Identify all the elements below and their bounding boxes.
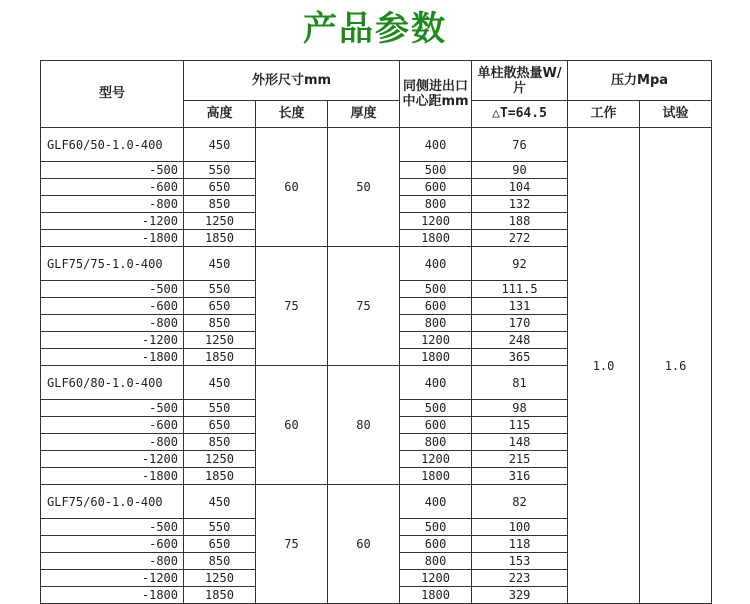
model-cell: -1800: [41, 587, 184, 604]
heat-output-cell: 115: [472, 417, 568, 434]
model-cell: -600: [41, 417, 184, 434]
table-row: [41, 128, 712, 162]
model-cell: GLF75/60-1.0-400: [41, 485, 184, 519]
height-cell: 1250: [184, 213, 256, 230]
center-distance-cell: 400: [400, 485, 472, 519]
header-working: 工作: [568, 101, 640, 128]
height-cell: 1250: [184, 332, 256, 349]
heat-output-cell: 131: [472, 298, 568, 315]
heat-output-cell: 248: [472, 332, 568, 349]
heat-output-cell: 100: [472, 519, 568, 536]
height-cell: 450: [184, 128, 256, 162]
model-cell: -1800: [41, 230, 184, 247]
model-cell: -800: [41, 434, 184, 451]
header-test: 试验: [640, 101, 712, 128]
heat-output-cell: 92: [472, 247, 568, 281]
heat-output-cell: 82: [472, 485, 568, 519]
header-length: 长度: [256, 101, 328, 128]
center-distance-cell: 400: [400, 128, 472, 162]
heat-output-cell: 215: [472, 451, 568, 468]
product-spec-table: [40, 60, 712, 604]
height-cell: 550: [184, 519, 256, 536]
center-distance-cell: 1200: [400, 451, 472, 468]
center-distance-cell: 1200: [400, 213, 472, 230]
height-cell: 650: [184, 536, 256, 553]
heat-output-cell: 329: [472, 587, 568, 604]
model-cell: -1200: [41, 213, 184, 230]
center-distance-cell: 800: [400, 315, 472, 332]
center-distance-cell: 500: [400, 281, 472, 298]
thickness-cell: 75: [328, 247, 400, 366]
model-cell: GLF75/75-1.0-400: [41, 247, 184, 281]
page-title: 产品参数: [303, 9, 447, 49]
heat-output-cell: 132: [472, 196, 568, 213]
center-distance-cell: 600: [400, 536, 472, 553]
height-cell: 550: [184, 162, 256, 179]
height-cell: 1850: [184, 587, 256, 604]
model-cell: -500: [41, 400, 184, 417]
heat-output-cell: 170: [472, 315, 568, 332]
center-distance-cell: 1200: [400, 570, 472, 587]
height-cell: 850: [184, 196, 256, 213]
model-cell: -500: [41, 519, 184, 536]
model-cell: -800: [41, 315, 184, 332]
model-cell: GLF60/80-1.0-400: [41, 366, 184, 400]
center-distance-cell: 1800: [400, 349, 472, 366]
center-distance-cell: 1200: [400, 332, 472, 349]
height-cell: 650: [184, 179, 256, 196]
height-cell: 850: [184, 553, 256, 570]
height-cell: 1850: [184, 230, 256, 247]
heat-output-cell: 365: [472, 349, 568, 366]
header-center-distance: 同侧进出口中心距mm: [400, 61, 472, 128]
height-cell: 1850: [184, 468, 256, 485]
model-cell: -600: [41, 179, 184, 196]
height-cell: 850: [184, 315, 256, 332]
heat-output-cell: 223: [472, 570, 568, 587]
model-cell: -600: [41, 536, 184, 553]
length-cell: 75: [256, 485, 328, 604]
model-cell: -1800: [41, 349, 184, 366]
heat-output-cell: 98: [472, 400, 568, 417]
model-cell: -1800: [41, 468, 184, 485]
model-cell: -500: [41, 281, 184, 298]
center-distance-cell: 600: [400, 179, 472, 196]
height-cell: 550: [184, 400, 256, 417]
working-pressure-cell: 1.0: [568, 128, 640, 604]
model-cell: -500: [41, 162, 184, 179]
center-distance-cell: 1800: [400, 468, 472, 485]
center-distance-cell: 1800: [400, 230, 472, 247]
heat-output-cell: 272: [472, 230, 568, 247]
heat-output-cell: 153: [472, 553, 568, 570]
thickness-cell: 60: [328, 485, 400, 604]
table-body: [41, 128, 712, 604]
header-height: 高度: [184, 101, 256, 128]
center-distance-cell: 400: [400, 247, 472, 281]
height-cell: 1850: [184, 349, 256, 366]
heat-output-cell: 90: [472, 162, 568, 179]
center-distance-cell: 500: [400, 162, 472, 179]
height-cell: 650: [184, 417, 256, 434]
header-thickness: 厚度: [328, 101, 400, 128]
model-cell: -1200: [41, 570, 184, 587]
model-cell: -1200: [41, 451, 184, 468]
header-model: 型号: [41, 61, 184, 128]
center-distance-cell: 1800: [400, 587, 472, 604]
center-distance-cell: 600: [400, 417, 472, 434]
height-cell: 450: [184, 366, 256, 400]
thickness-cell: 80: [328, 366, 400, 485]
heat-output-cell: 188: [472, 213, 568, 230]
model-cell: -800: [41, 553, 184, 570]
heat-output-cell: 76: [472, 128, 568, 162]
heat-output-cell: 111.5: [472, 281, 568, 298]
model-cell: -600: [41, 298, 184, 315]
header-pressure: 压力Mpa: [568, 61, 712, 101]
height-cell: 550: [184, 281, 256, 298]
length-cell: 75: [256, 247, 328, 366]
height-cell: 650: [184, 298, 256, 315]
test-pressure-cell: 1.6: [640, 128, 712, 604]
heat-output-cell: 148: [472, 434, 568, 451]
height-cell: 1250: [184, 451, 256, 468]
center-distance-cell: 500: [400, 519, 472, 536]
thickness-cell: 50: [328, 128, 400, 247]
center-distance-cell: 800: [400, 553, 472, 570]
header-dimensions: 外形尺寸mm: [184, 61, 400, 101]
model-cell: -800: [41, 196, 184, 213]
heat-output-cell: 316: [472, 468, 568, 485]
height-cell: 450: [184, 247, 256, 281]
heat-output-cell: 104: [472, 179, 568, 196]
center-distance-cell: 800: [400, 434, 472, 451]
model-cell: GLF60/50-1.0-400: [41, 128, 184, 162]
center-distance-cell: 800: [400, 196, 472, 213]
height-cell: 1250: [184, 570, 256, 587]
height-cell: 450: [184, 485, 256, 519]
heat-output-cell: 118: [472, 536, 568, 553]
center-distance-cell: 600: [400, 298, 472, 315]
center-distance-cell: 400: [400, 366, 472, 400]
heat-output-cell: 81: [472, 366, 568, 400]
header-heat-output: 单柱散热量W/片: [472, 61, 568, 101]
length-cell: 60: [256, 366, 328, 485]
height-cell: 850: [184, 434, 256, 451]
length-cell: 60: [256, 128, 328, 247]
center-distance-cell: 500: [400, 400, 472, 417]
header-delta-t: △T=64.5: [472, 101, 568, 128]
model-cell: -1200: [41, 332, 184, 349]
